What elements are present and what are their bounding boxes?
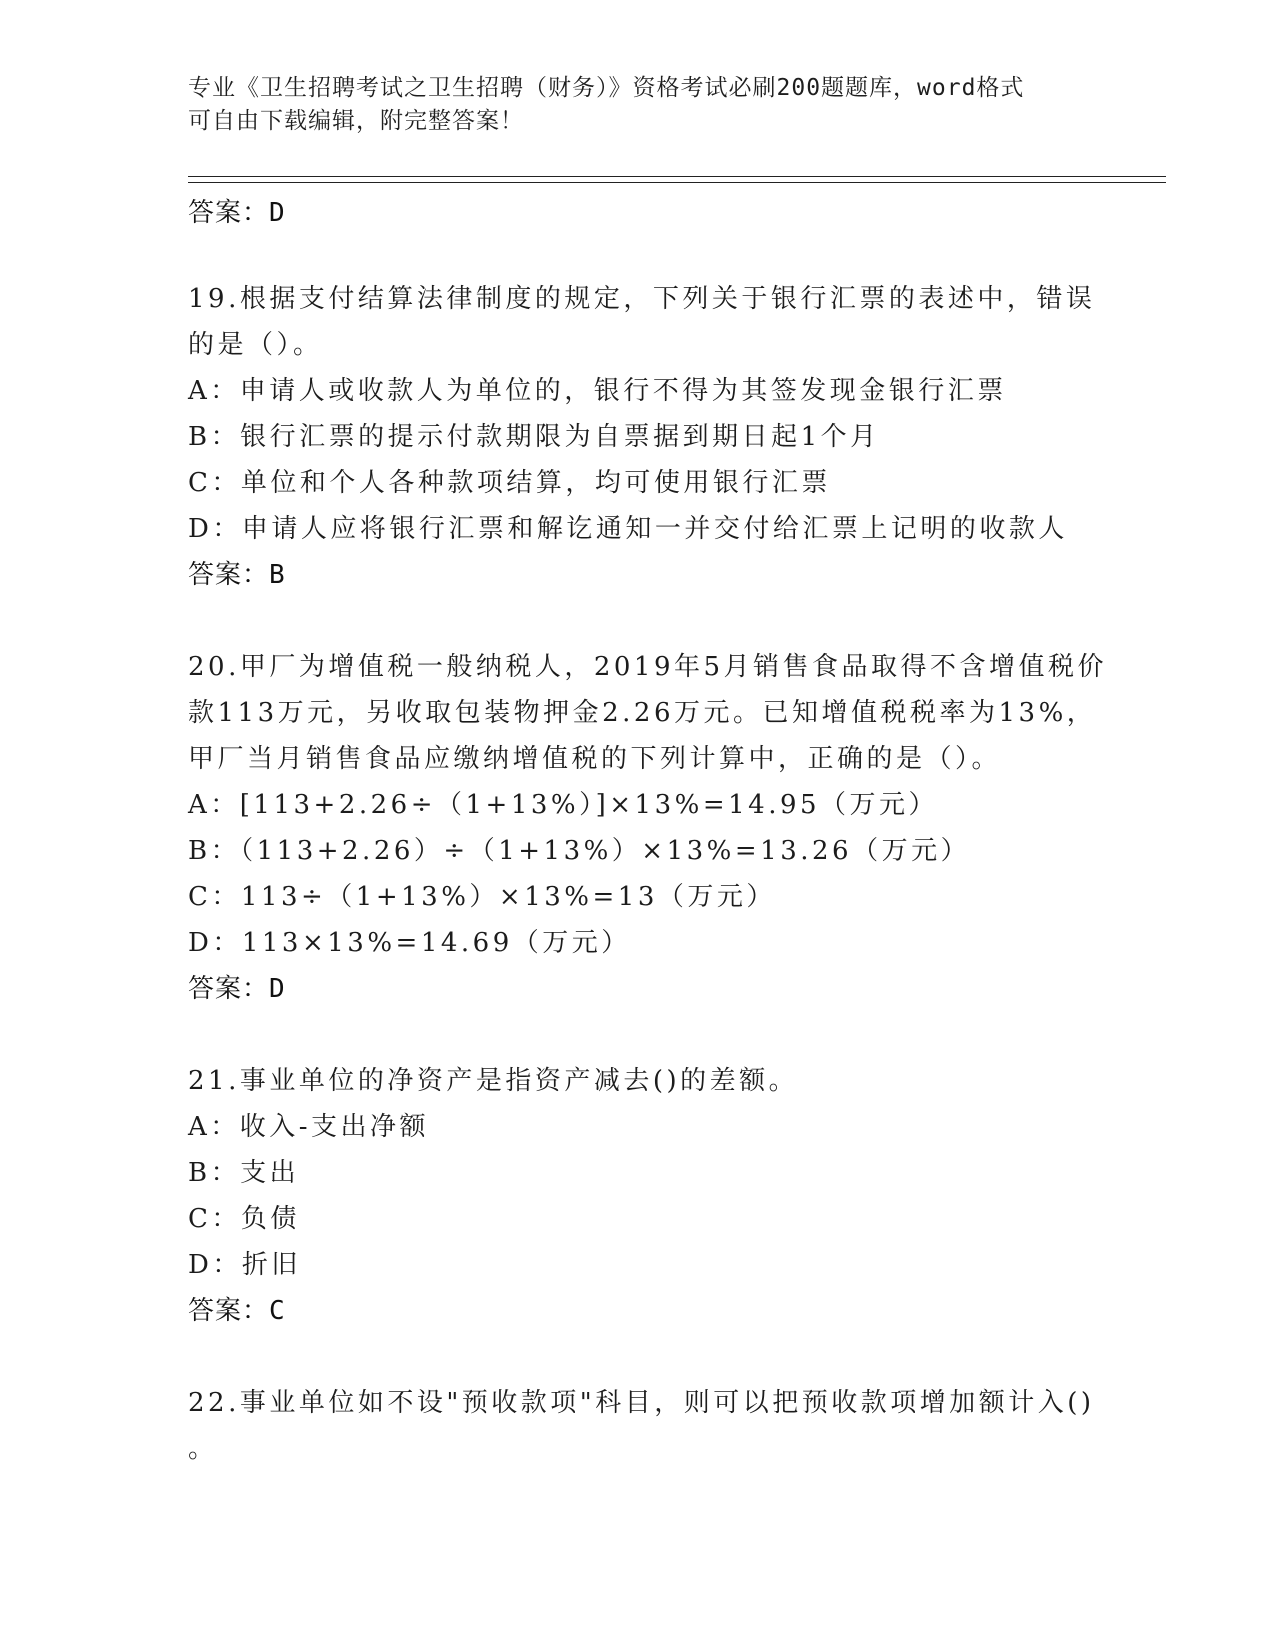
option-d: D：折旧 (188, 1250, 301, 1280)
question-stem: 21.事业单位的净资产是指资产减去()的差额。 (188, 1066, 799, 1096)
answer: 答案：C (188, 1296, 286, 1326)
option-c: C：单位和个人各种款项结算，均可使用银行汇票 (188, 468, 831, 498)
option-d: D：113×13%=14.69（万元） (188, 928, 631, 958)
spacer (188, 1012, 1088, 1058)
document-header (188, 72, 1088, 138)
spacer (188, 598, 1088, 644)
question-19 (188, 276, 1096, 598)
document-body (188, 190, 1108, 1472)
option-a: A：申请人或收款人为单位的，银行不得为其签发现金银行汇票 (188, 376, 1007, 406)
question-stem: 款113万元，另收取包装物押金2.26万元。已知增值税税率为13%， (188, 698, 1097, 728)
question-stem: 22.事业单位如不设"预收款项"科目，则可以把预收款项增加额计入() (188, 1388, 1095, 1418)
spacer (188, 1334, 1088, 1380)
header-line-1: 专业《卫生招聘考试之卫生招聘（财务）》资格考试必刷200题题库，word格式 (188, 75, 1025, 101)
option-c: C：113÷（1+13%）×13%=13（万元） (188, 882, 776, 912)
header-line-2: 可自由下载编辑，附完整答案！ (188, 108, 524, 134)
question-20 (188, 644, 1108, 1012)
option-b: B：银行汇票的提示付款期限为自票据到期日起1个月 (188, 422, 880, 452)
option-c: C：负债 (188, 1204, 300, 1234)
answer: 答案：B (188, 560, 286, 590)
question-stem: 甲厂当月销售食品应缴纳增值税的下列计算中，正确的是（）。 (188, 744, 1002, 774)
previous-answer: 答案：D (188, 198, 286, 228)
option-a: A：收入-支出净额 (188, 1112, 430, 1142)
header-divider-top (188, 176, 1166, 177)
question-stem: 的是（）。 (188, 330, 323, 360)
option-b: B：支出 (188, 1158, 300, 1188)
option-a: A：[113+2.26÷（1+13%）]×13%=14.95（万元） (188, 790, 939, 820)
question-stem: 20.甲厂为增值税一般纳税人，2019年5月销售食品取得不含增值税价 (188, 652, 1108, 682)
question-stem: 。 (188, 1434, 218, 1464)
option-b: B：（113+2.26）÷（1+13%）×13%=13.26（万元） (188, 836, 971, 866)
question-stem: 19.根据支付结算法律制度的规定，下列关于银行汇票的表述中，错误 (188, 284, 1096, 314)
spacer (188, 236, 1088, 276)
question-21 (188, 1058, 1088, 1334)
answer: 答案：D (188, 974, 286, 1004)
option-d: D：申请人应将银行汇票和解讫通知一并交付给汇票上记明的收款人 (188, 514, 1068, 544)
header-divider-bottom (188, 182, 1166, 183)
question-22 (188, 1380, 1095, 1472)
